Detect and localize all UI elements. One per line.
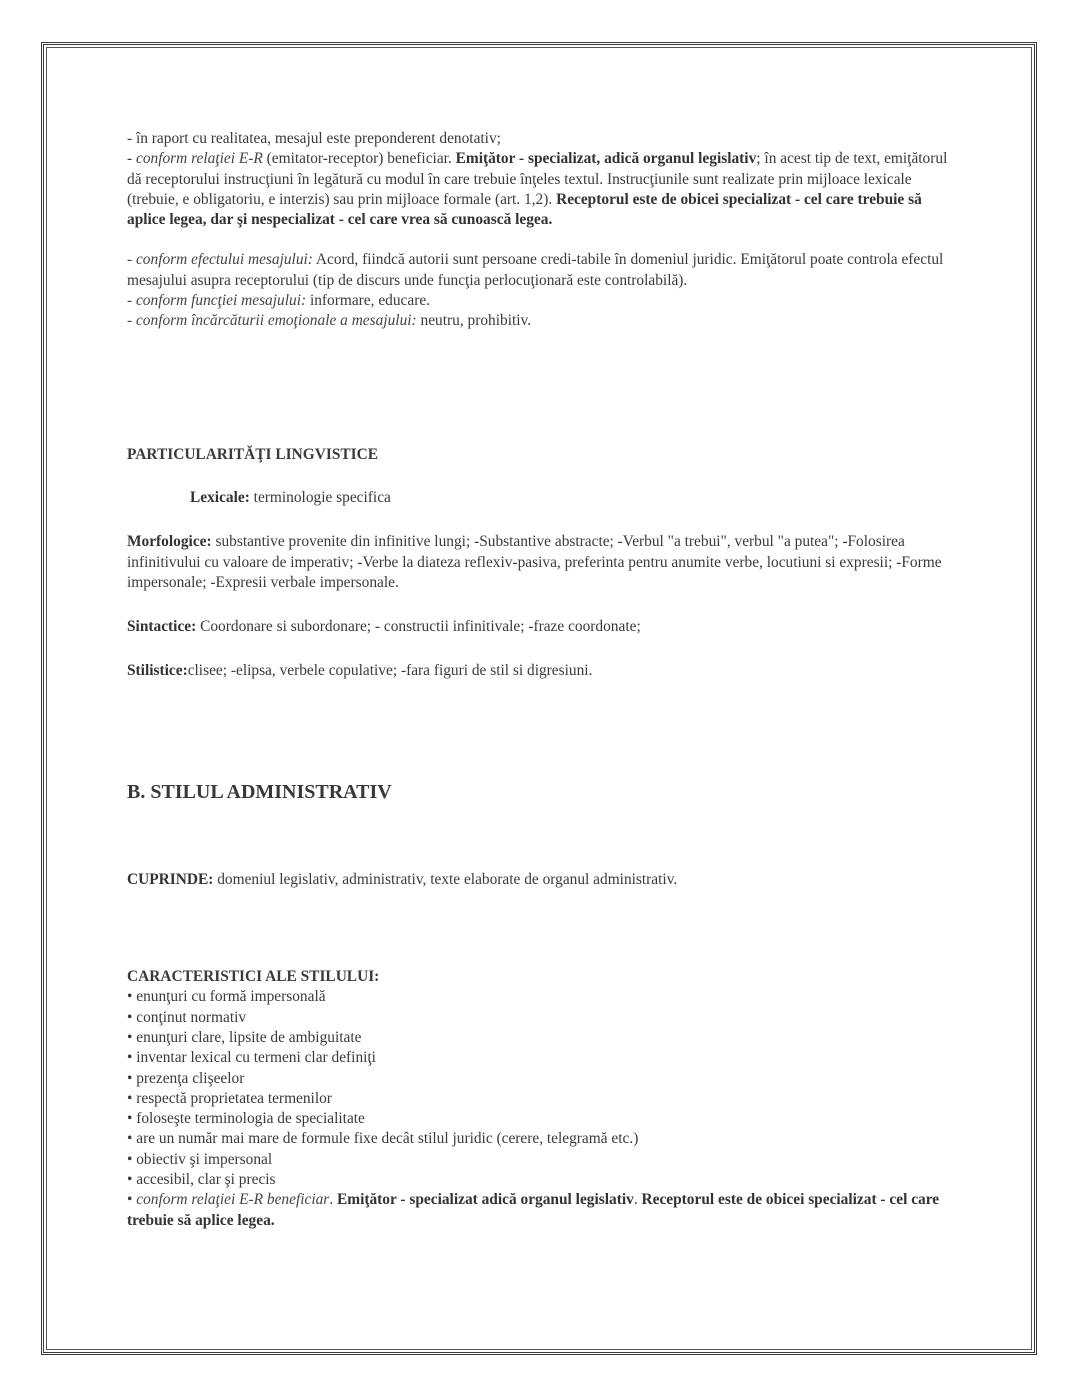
intro-relatie-paragraph [127,149,957,230]
bullet-item: • obiectiv şi impersonal [127,1150,273,1168]
last-bullet-label: conform relaţiei E-R beneficiar [136,1191,330,1209]
particularitati-heading: PARTICULARITĂŢI LINGVISTICE [127,445,379,463]
efect-label: - conform efectului mesajului: [127,251,313,269]
morfologice-text: substantive provenite din infinitive lungi; -Substantive abstracte; -Verbul "a trebui", verbul "a putea"; -Folosirea infinitivului cu valoare de imperativ; -Verbe la diateza reflexiv-pasiva, preferinta pentru anumite verbe, locutiuni si expresii; -Forme impersonale; -Expresii verbale impersonale. [127,533,942,591]
efect-text: Acord, fiindcă autorii sunt persoane credi-tabile în domeniul juridic. Emiţătorul poate controla efectul mesajului asupra receptorului (tip de discurs unde funcţia perlocuţionară este controlabilă). [127,251,944,289]
bullet-item: • inventar lexical cu termeni clar definiţi [127,1049,376,1067]
bullet-item: • accesibil, clar şi precis [127,1171,276,1189]
last-bullet-dot2: . [633,1191,642,1209]
bullet-item: • enunţuri cu formă impersonală [127,988,326,1006]
stilistice-label: Stilistice: [127,662,188,680]
cuprinde-text: domeniul legislativ, administrativ, texte elaborate de organul administrativ. [213,870,678,888]
bullet-item: • enunţuri clare, lipsite de ambiguitate [127,1028,362,1046]
relatie-emitator: Emiţător - specializat, adică organul legislativ [455,150,757,168]
emotional-label: - conform încărcăturii emoţionale a mesajului: [127,312,417,330]
lexicale-paragraph [127,488,957,508]
intro-efect-paragraph [127,250,957,291]
emotional-text: neutru, prohibitiv. [416,312,532,330]
lexicale-text: terminologie specifica [249,488,391,506]
last-bullet-dot: . [329,1191,337,1209]
bullet-item: • prezenţa clişeelor [127,1069,245,1087]
cuprinde-paragraph [127,870,957,890]
stilistice-text: clisee; -elipsa, verbele copulative; -fara figuri de stil si digresiuni. [187,662,593,680]
relatie-dash: - [127,150,136,168]
last-bullet-emitator: Emiţător - specializat adică organul legislativ [337,1191,634,1209]
intro-functie-paragraph [127,291,957,311]
section-title-administrativ: B. STILUL ADMINISTRATIV [127,780,392,803]
document-body [127,129,957,1231]
bullet-item: • are un număr mai mare de formule fixe decât stilul juridic (cerere, telegramă etc.) [127,1130,639,1148]
bullet-item-relatie [127,1190,957,1231]
bullet-item: • foloseşte terminologia de specialitate [127,1110,365,1128]
lexicale-label: Lexicale: [190,488,250,506]
functie-text: informare, educare. [306,292,431,310]
bullet-item: • respectă proprietatea termenilor [127,1089,332,1107]
last-bullet-prefix: • [127,1191,137,1209]
last-bullet-receptor: Receptorul este de obicei specializat - cel care trebuie să aplice legea. [127,1191,940,1229]
caracteristici-heading: CARACTERISTICI ALE STILULUI: [127,968,380,986]
relatie-text: (emitator-receptor) beneficiar. [262,150,456,168]
relatie-receptor: Receptorul este de obicei specializat - cel care trebuie să aplice legea, dar şi nespecializat - cel care vrea să cunoască legea. [127,190,922,229]
functie-label: - conform funcţiei mesajului: [127,292,307,310]
relatie-rest: ; în acest tip de text, emiţătorul dă receptorului instrucţiuni în legătură cu modul în care trebuie înţeles textul. Instrucţiunile sunt realizate prin mijloace lexicale (trebuie, e obligatoriu, e interzis) sau prin mijloace formale (art. 1,2). [127,150,948,208]
morfologice-label: Morfologice: [127,533,212,551]
bullet-item: • conţinut normativ [127,1008,247,1026]
sintactice-text: Coordonare si subordonare; - constructii infinitivale; -fraze coordonate; [196,618,641,636]
intro-line-denotativ: - în raport cu realitatea, mesajul este preponderent denotativ; [127,130,501,147]
relatie-label: conform relaţiei E-R [135,150,263,168]
intro-emotional-paragraph [127,311,957,331]
stilistice-paragraph [127,661,957,681]
morfologice-paragraph [127,532,957,593]
sintactice-paragraph [127,617,957,637]
sintactice-label: Sintactice: [127,618,197,636]
cuprinde-label: CUPRINDE: [127,870,214,888]
